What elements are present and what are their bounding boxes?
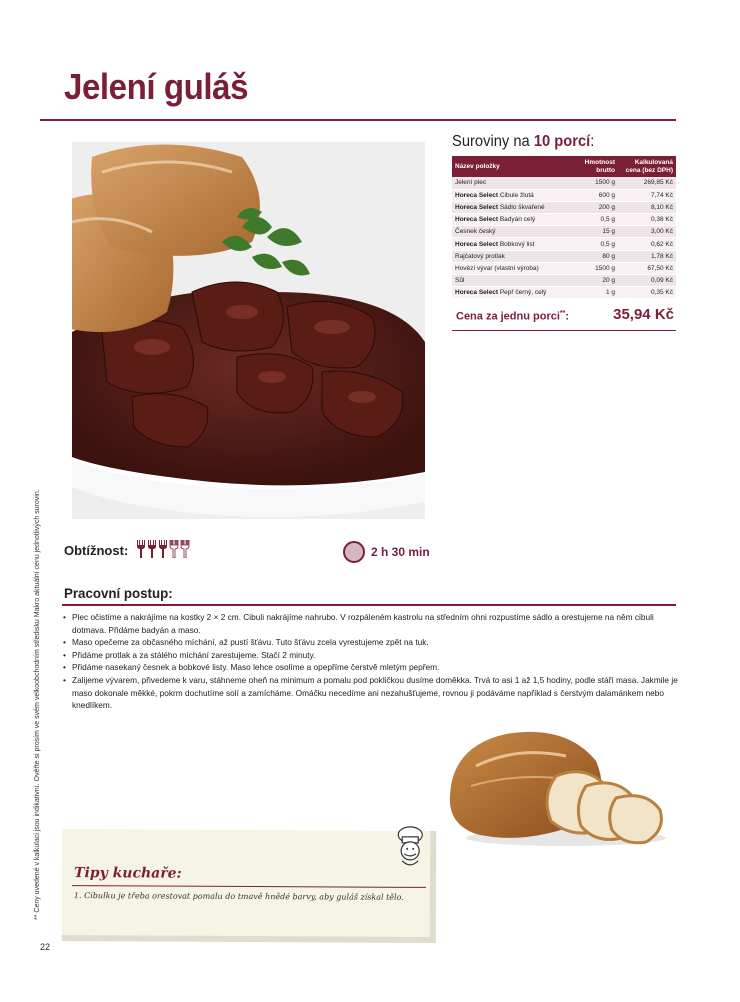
chef-tips-divider <box>72 885 426 888</box>
ingredient-brand: Horeca Select <box>455 203 498 211</box>
ingredient-weight: 600 g <box>574 189 618 201</box>
ingredient-name <box>452 262 574 274</box>
ingredient-brand: Horeca Select <box>455 216 498 224</box>
table-row <box>452 189 676 201</box>
portion-price-marker: ** <box>559 310 566 317</box>
ingredient-price: 0,62 Kč <box>618 238 676 250</box>
ingredient-price: 67,50 Kč <box>618 262 676 274</box>
ingredient-price: 7,74 Kč <box>618 189 676 201</box>
page-number: 22 <box>40 942 51 952</box>
table-row <box>452 262 676 274</box>
procedure-heading: Pracovní postup: <box>64 585 173 601</box>
ingredient-name <box>452 226 574 238</box>
list-item: • Maso opečeme za občasného míchání, až pustí šťávu. Tuto šťávu zcela vyrestujeme zpět na tuk. <box>62 636 678 649</box>
ingredient-brand: Horeca Select <box>455 240 498 248</box>
list-item: • Zalijeme vývarem, přivedeme k varu, stáhneme oheň na minimum a pomalu pod pokličkou dusíme doměkka. Trvá to asi 1 až 1,5 hodiny, podle stáří masa. Jakmile je maso dokonale měkké, pokrm dochutíme solí a zamícháme. Omáčku necedíme ani nezahušťujeme, rovnou ji podáváme například s čerstvým dalamánkem nebo knedlíkem. <box>62 674 678 712</box>
ingredient-label: Česnek český <box>455 228 496 236</box>
table-row <box>452 226 676 238</box>
ingredient-weight: 1 g <box>574 287 618 299</box>
ingredients-portions: 10 porcí <box>533 133 591 150</box>
portion-price <box>456 306 676 326</box>
ingredient-price: 0,35 Kč <box>618 287 676 299</box>
page-title: Jelení guláš <box>64 66 249 107</box>
ingredient-name <box>452 189 574 201</box>
portion-price-label-text: Cena za jednu porci <box>456 310 560 323</box>
ingredient-name <box>452 214 574 226</box>
goulash-photo <box>72 142 425 519</box>
fork-outline-icon <box>180 540 190 558</box>
ingredient-price: 269,85 Kč <box>618 177 676 189</box>
ingredient-weight: 80 g <box>574 250 618 262</box>
ingredients-heading-prefix: Suroviny na <box>452 133 534 150</box>
ingredient-weight: 0,5 g <box>574 214 618 226</box>
table-row <box>452 177 676 189</box>
ingredient-weight: 1500 g <box>574 177 618 189</box>
portion-price-colon: : <box>565 310 570 323</box>
table-row <box>452 287 676 299</box>
ingredient-label: Bobkový list <box>499 240 535 248</box>
fork-icon <box>158 540 168 558</box>
ingredient-price: 1,78 Kč <box>618 250 676 262</box>
ingredient-name <box>452 287 574 299</box>
bread-illustration <box>446 726 672 850</box>
procedure-steps <box>62 611 678 712</box>
ingredient-label: Cibule žlutá <box>499 191 534 199</box>
ingredient-price: 0,38 Kč <box>618 214 676 226</box>
column-header-price: Kalkulovaná cena (bez DPH) <box>618 156 676 177</box>
chef-icon <box>388 825 432 869</box>
ingredient-price: 3,00 Kč <box>618 226 676 238</box>
procedure-divider <box>62 604 676 606</box>
goulash-illustration <box>72 142 425 519</box>
table-row <box>452 201 676 213</box>
ingredient-name <box>452 238 574 250</box>
ingredient-price: 0,09 Kč <box>618 275 676 287</box>
ingredient-label: Badyán celý <box>499 216 536 224</box>
fork-outline-icon <box>169 540 179 558</box>
column-header-name: Název položky <box>452 156 574 177</box>
bread-photo <box>446 726 672 850</box>
ingredient-label: Jelení plec <box>455 179 487 187</box>
price-divider <box>452 330 676 331</box>
chef-tips-title: Tipy kuchaře: <box>74 865 182 882</box>
ingredient-label: Sádlo škvařené <box>499 203 545 211</box>
list-item: • Přidáme protlak a za stálého míchání zarestujeme. Stačí 2 minuty. <box>62 649 678 662</box>
table-row <box>452 214 676 226</box>
ingredient-weight: 15 g <box>574 226 618 238</box>
ingredient-weight: 0,5 g <box>574 238 618 250</box>
ingredient-name <box>452 250 574 262</box>
ingredient-label: Sůl <box>455 277 465 285</box>
ingredient-name <box>452 177 574 189</box>
title-divider <box>40 119 676 121</box>
ingredients-heading-suffix: : <box>590 133 595 150</box>
table-row <box>452 275 676 287</box>
chef-tips-text: 1. Cibulku je třeba orestovat pomalu do tmavě hnědé barvy, aby guláš získal tělo. <box>73 891 404 902</box>
difficulty-label: Obtížnost: <box>64 543 129 558</box>
difficulty-rating <box>136 540 190 558</box>
ingredient-weight: 20 g <box>574 275 618 287</box>
portion-price-value: 35,94 Kč <box>613 306 674 323</box>
column-header-weight: Hmotnost brutto <box>574 156 618 177</box>
ingredient-name <box>452 275 574 287</box>
ingredient-weight: 200 g <box>574 201 618 213</box>
table-row <box>452 250 676 262</box>
ingredient-label: Hovězí vývar (vlastní výroba) <box>455 264 539 272</box>
ingredient-name <box>452 201 574 213</box>
ingredient-weight: 1500 g <box>574 262 618 274</box>
ingredient-label: Pepř černý, celý <box>499 289 547 297</box>
list-item: • Plec očistíme a nakrájíme na kostky 2 × 2 cm. Cibuli nakrájíme nahrubo. V rozpáleném kastrolu na středním ohni rozpustíme sádlo a orestujeme na něm cibuli dotmava. Přidáme badyán a maso. <box>62 611 678 636</box>
fork-icon <box>147 540 157 558</box>
ingredient-label: Rajčatový protlak <box>455 252 505 260</box>
ingredient-brand: Horeca Select <box>455 191 498 199</box>
clock-icon <box>343 541 365 563</box>
table-row <box>452 238 676 250</box>
fork-icon <box>136 540 146 558</box>
ingredient-price: 8,10 Kč <box>618 201 676 213</box>
chef-tips-box <box>62 829 437 943</box>
ingredient-brand: Horeca Select <box>455 289 498 297</box>
portion-price-label <box>456 310 569 323</box>
ingredients-table <box>452 156 676 299</box>
ingredients-heading <box>452 133 594 151</box>
price-footnote: ** Ceny uvedené v kalkulaci jsou indikativní. Ověřte si prosím ve svém velkoobchodním středisku Makro aktuální cenu jednotlivých surovin. <box>34 489 41 920</box>
list-item: • Přidáme nasekaný česnek a bobkové listy. Maso lehce osolíme a opepříme čerstvě mletým pepřem. <box>62 661 678 674</box>
cooking-time: 2 h 30 min <box>371 545 430 559</box>
